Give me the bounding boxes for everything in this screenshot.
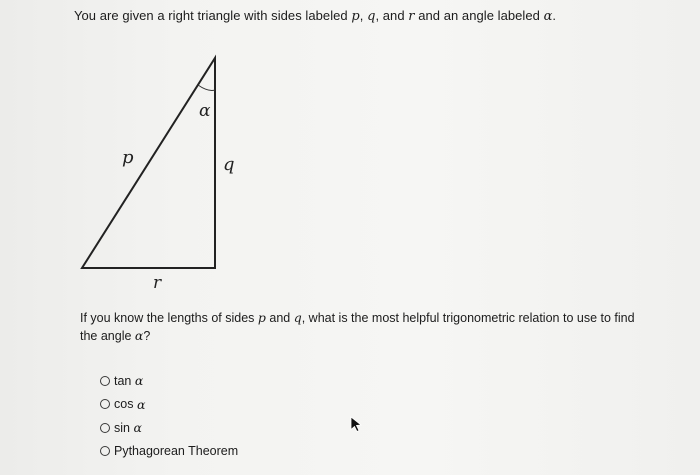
- prompt-var-p: p: [257, 310, 266, 325]
- option-symbol: α: [134, 373, 144, 389]
- right-triangle-figure: [70, 48, 240, 293]
- label-r: r: [153, 273, 162, 293]
- radio-button[interactable]: [100, 399, 110, 409]
- answer-options: [100, 369, 238, 463]
- intro-text-end: .: [552, 8, 557, 23]
- option-symbol: α: [133, 420, 142, 436]
- mouse-cursor-icon: [349, 416, 363, 432]
- option-cos[interactable]: [100, 393, 238, 417]
- label-alpha: α: [199, 101, 211, 121]
- option-label: tan: [114, 373, 132, 388]
- intro-var-p: p: [351, 9, 360, 24]
- intro-text-angle: and an angle labeled: [414, 8, 544, 23]
- option-label: cos: [114, 397, 134, 412]
- angle-arc: [198, 85, 215, 90]
- intro-var-q: q: [367, 9, 376, 24]
- question-prompt: [80, 309, 640, 345]
- prompt-text-end: ?: [143, 329, 151, 343]
- prompt-text-and: and: [265, 311, 294, 325]
- prompt-var-q: q: [293, 310, 302, 325]
- triangle-outline: [82, 58, 215, 268]
- radio-button[interactable]: [100, 376, 110, 386]
- option-tan[interactable]: [100, 369, 238, 393]
- label-p: p: [122, 147, 134, 168]
- intro-text-and: , and: [375, 8, 409, 23]
- option-label: sin: [114, 420, 130, 435]
- option-symbol: α: [136, 396, 146, 412]
- intro-text-start: You are given a right triangle with sides labeled: [74, 8, 352, 23]
- option-label: Pythagorean Theorem: [114, 444, 239, 459]
- prompt-text-start: If you know the lengths of sides: [80, 311, 258, 325]
- radio-button[interactable]: [100, 423, 110, 433]
- intro-sep: ,: [359, 8, 368, 23]
- question-intro: [74, 8, 556, 24]
- label-q: q: [223, 154, 235, 175]
- prompt-var-alpha: α: [134, 328, 144, 343]
- option-pythagorean[interactable]: [100, 440, 238, 464]
- intro-var-alpha: α: [543, 9, 553, 24]
- radio-button[interactable]: [100, 446, 110, 456]
- intro-var-r: r: [408, 9, 415, 24]
- prompt-text-middle: , what is the most helpful trigonometric relation to use to find the angle: [80, 311, 635, 343]
- option-sin[interactable]: [100, 416, 238, 440]
